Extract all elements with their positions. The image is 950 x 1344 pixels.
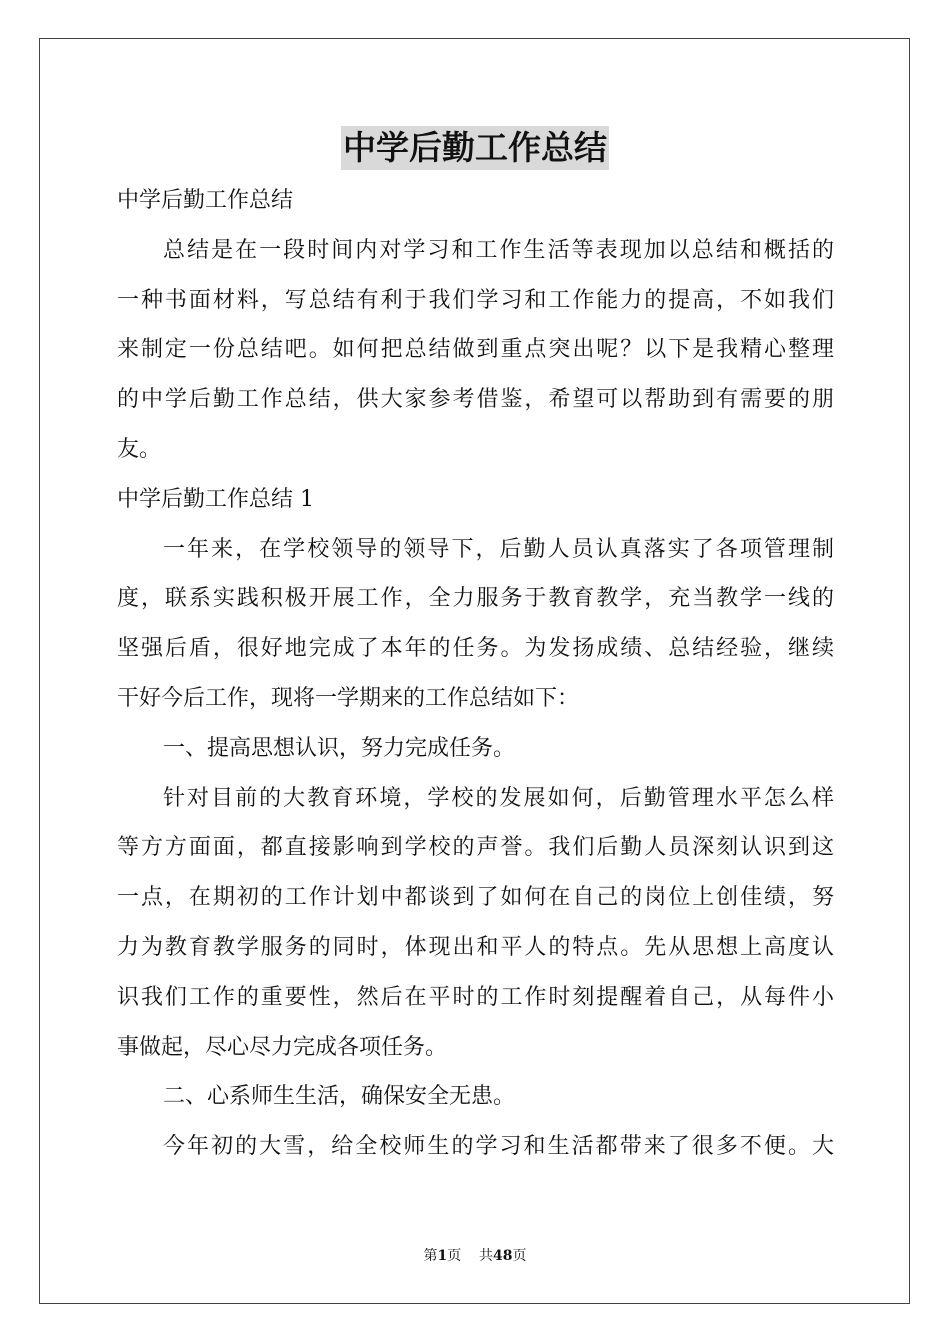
footer-page-number: 1 — [437, 1248, 448, 1264]
paragraph-line: 事做起，尽心尽力完成各项任务。 — [117, 1034, 448, 1060]
intro-line: 一种书面材料，写总结有利于我们学习和工作能力的提高，不如我们 — [117, 287, 834, 313]
paragraph-line: 坚强后盾，很好地完成了本年的任务。为发扬成绩、总结经验，继续 — [117, 636, 834, 662]
document-subtitle: 中学后勤工作总结 — [117, 188, 294, 213]
intro-line: 的中学后勤工作总结，供大家参考借鉴，希望可以帮助到有需要的朋 — [117, 387, 834, 413]
document-title: 中学后勤工作总结 — [341, 126, 609, 170]
footer-page-prefix: 第 — [423, 1248, 438, 1264]
footer-total-pages: 48 — [493, 1248, 513, 1264]
paragraph-line: 针对目前的大教育环境，学校的发展如何，后勤管理水平怎么样 — [163, 785, 834, 811]
footer-total-suffix: 页 — [512, 1248, 527, 1264]
point-heading-1: 一、提高思想认识，努力完成任务。 — [163, 735, 516, 761]
section-heading: 中学后勤工作总结 1 — [117, 486, 314, 512]
paragraph-1 — [117, 525, 834, 724]
intro-paragraph — [117, 226, 834, 475]
title-area — [0, 126, 950, 170]
paragraph-line: 等方方面面，都直接影响到学校的声誉。我们后勤人员深刻认识到这 — [117, 835, 834, 861]
document-body — [117, 176, 834, 1172]
paragraph-line: 度，联系实践积极开展工作，全力服务于教育教学，充当教学一线的 — [117, 586, 834, 612]
point-heading-2: 二、心系师生生活，确保安全无患。 — [163, 1084, 516, 1110]
paragraph-2 — [117, 774, 834, 1073]
paragraph-3 — [117, 1122, 834, 1172]
intro-line: 来制定一份总结吧。如何把总结做到重点突出呢？以下是我精心整理 — [117, 337, 834, 363]
footer-total-prefix: 共 — [479, 1248, 494, 1264]
paragraph-line: 今年初的大雪，给全校师生的学习和生活都带来了很多不便。大 — [163, 1134, 834, 1160]
page-footer — [0, 1246, 950, 1266]
intro-line: 友。 — [117, 436, 162, 462]
paragraph-line: 识我们工作的重要性，然后在平时的工作时刻提醒着自己，从每件小 — [117, 984, 834, 1010]
footer-page-suffix: 页 — [447, 1248, 462, 1264]
paragraph-line: 干好今后工作，现将一学期来的工作总结如下： — [117, 685, 580, 711]
paragraph-line: 一年来，在学校领导的领导下，后勤人员认真落实了各项管理制 — [163, 536, 834, 562]
paragraph-line: 一点，在期初的工作计划中都谈到了如何在自己的岗位上创佳绩，努 — [117, 885, 834, 911]
intro-line: 总结是在一段时间内对学习和工作生活等表现加以总结和概括的 — [163, 237, 834, 263]
paragraph-line: 力为教育教学服务的同时，体现出和平人的特点。先从思想上高度认 — [117, 934, 834, 960]
